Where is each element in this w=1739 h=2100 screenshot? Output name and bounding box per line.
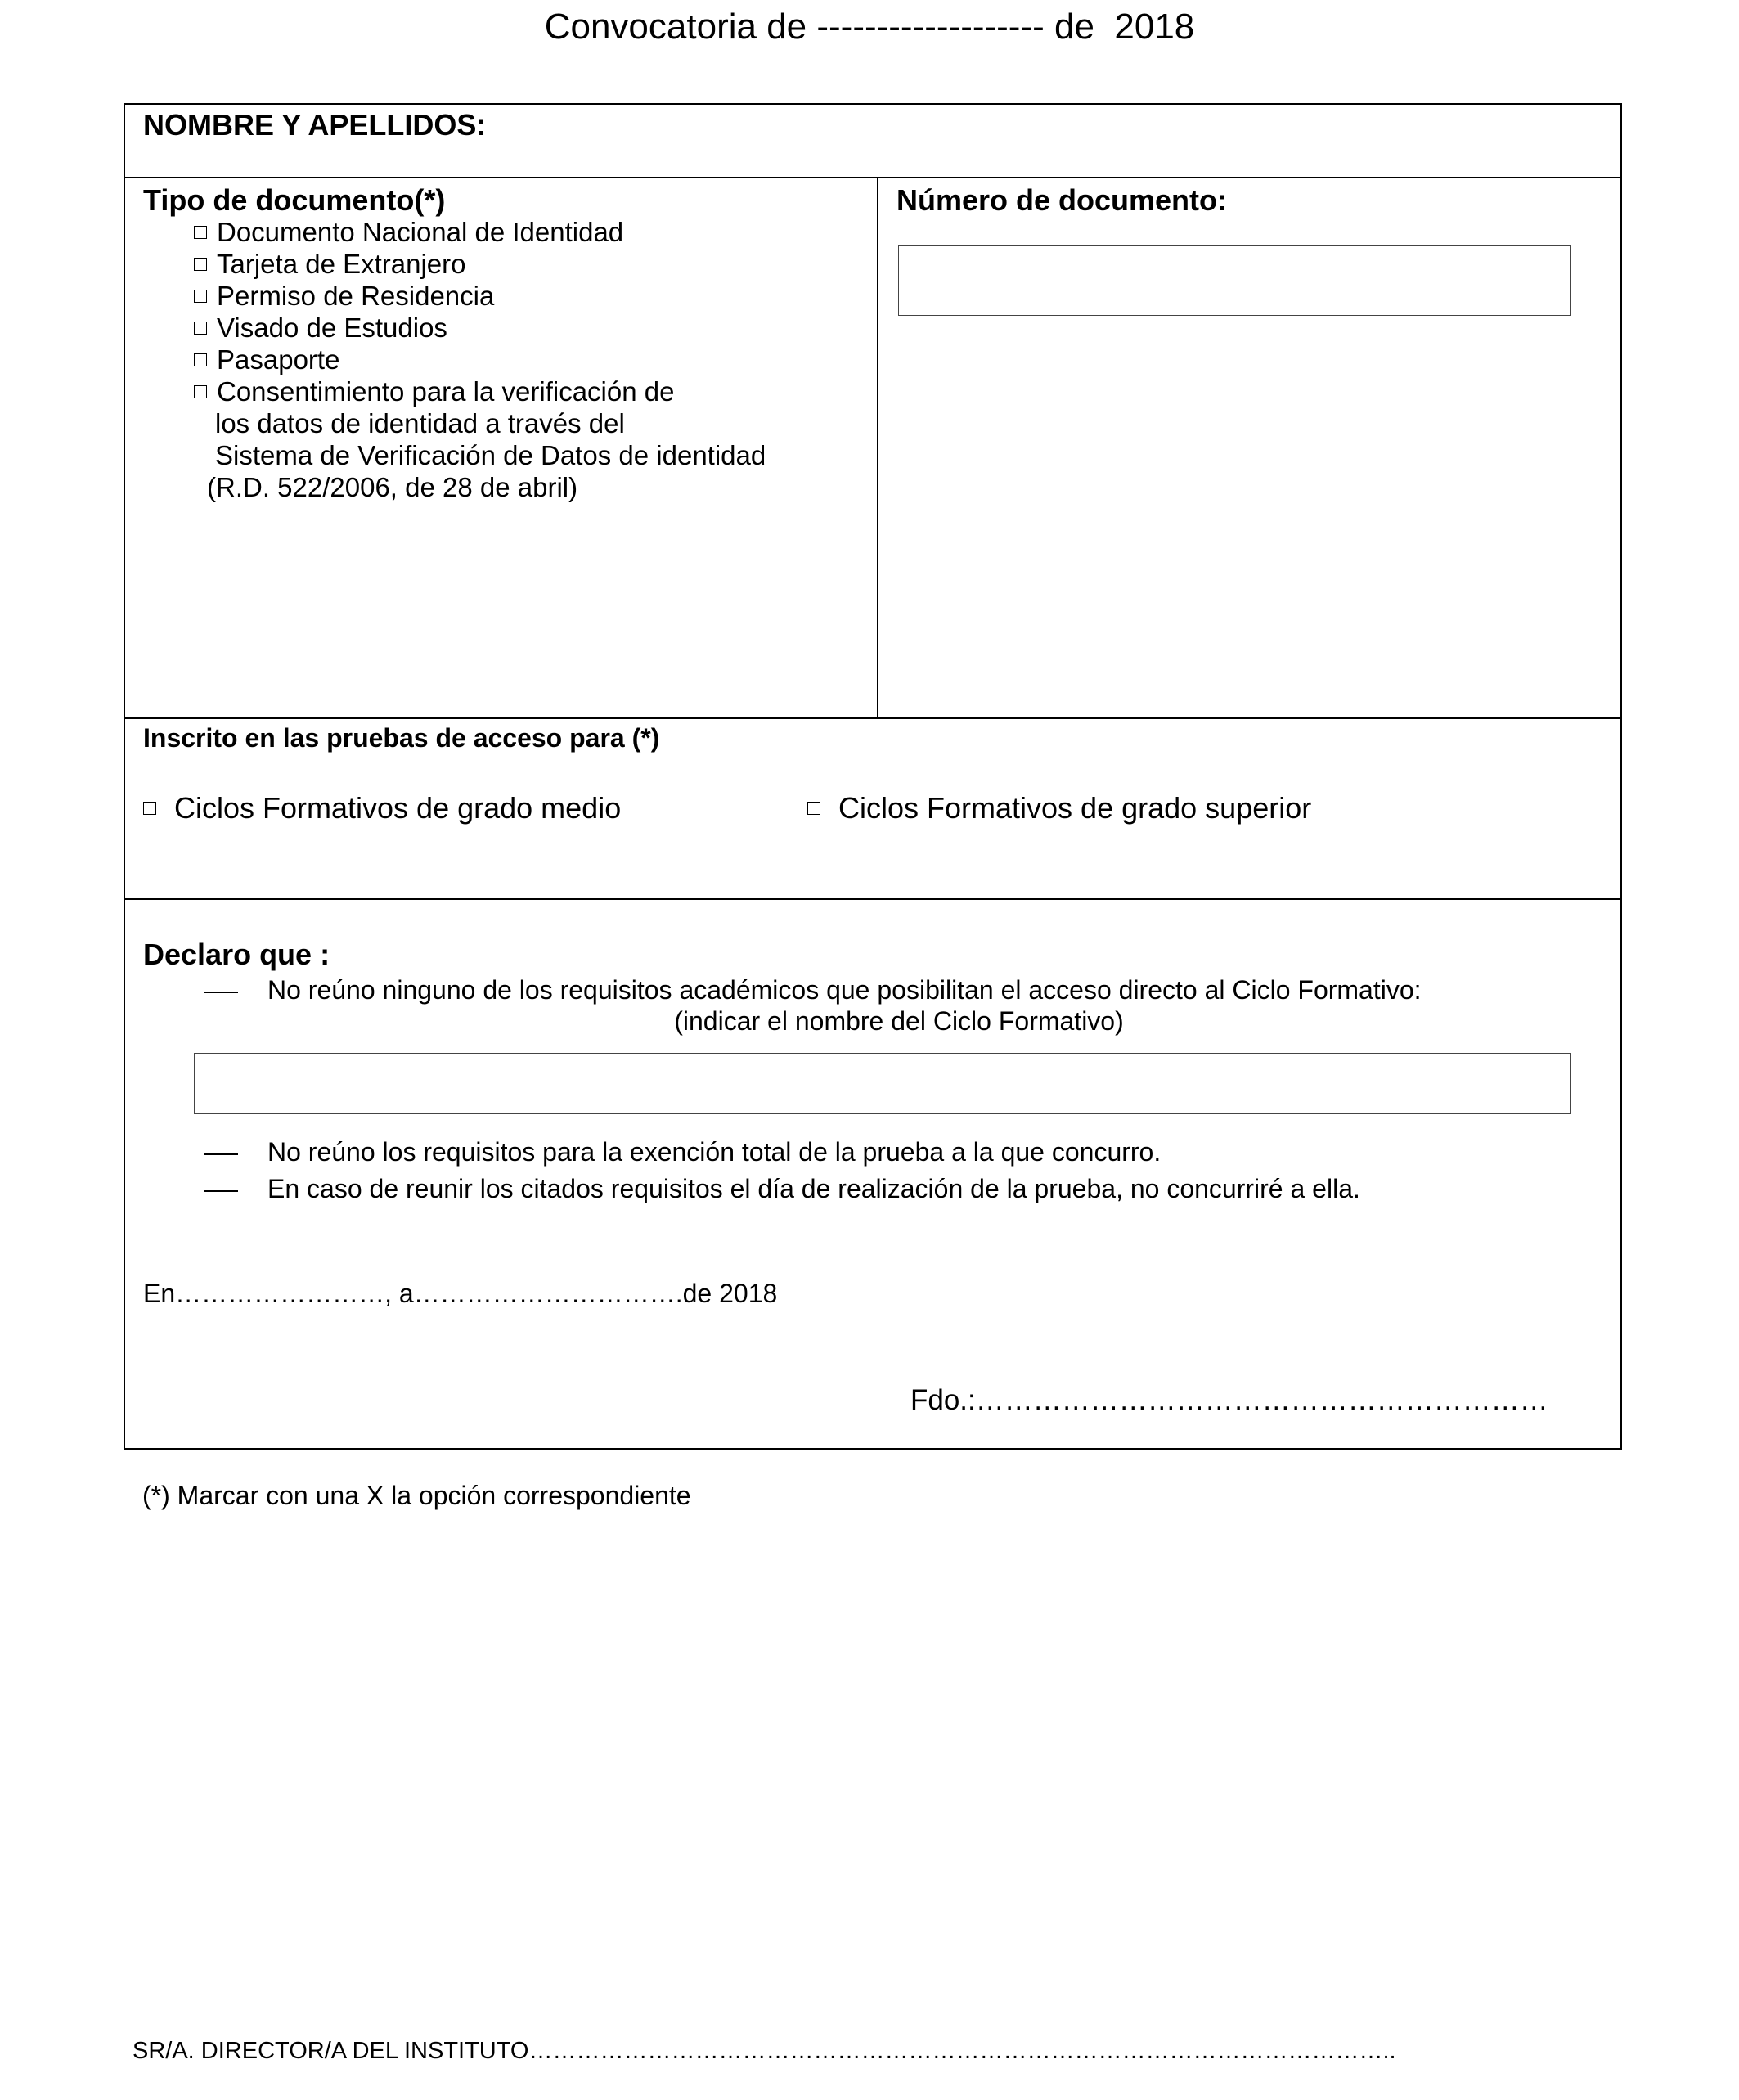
ciclo-hint: (indicar el nombre del Ciclo Formativo) — [674, 1006, 1124, 1036]
option-permiso-residencia[interactable]: Permiso de Residencia — [194, 280, 766, 312]
declaro-item-2: No reúno los requisitos para la exención total de la prueba a la que concurro. — [204, 1137, 1161, 1167]
footnote: (*) Marcar con una X la opción correspondiente — [142, 1481, 691, 1510]
tipo-documento-label: Tipo de documento(*) — [143, 183, 446, 217]
checkbox-icon[interactable] — [194, 290, 207, 303]
option-tarjeta-extranjero[interactable]: Tarjeta de Extranjero — [194, 248, 766, 280]
checkbox-icon[interactable] — [194, 226, 207, 239]
numero-documento-input[interactable] — [898, 245, 1571, 316]
option-pasaporte[interactable]: Pasaporte — [194, 344, 766, 375]
option-consentimiento[interactable]: Consentimiento para la verificación de — [194, 375, 766, 407]
nombre-label: NOMBRE Y APELLIDOS: — [143, 108, 487, 142]
option-grado-medio[interactable]: Ciclos Formativos de grado medio — [143, 791, 621, 825]
checkbox-icon[interactable] — [194, 322, 207, 335]
declaro-item-3: En caso de reunir los citados requisitos el día de realización de la prueba, no concurriré a ella. — [204, 1174, 1360, 1204]
dash-icon — [204, 992, 238, 993]
divider — [125, 717, 1620, 719]
checkbox-icon[interactable] — [194, 353, 207, 366]
inscrito-label: Inscrito en las pruebas de acceso para (*) — [143, 723, 660, 753]
numero-documento-label: Número de documento: — [896, 183, 1228, 217]
declaro-label: Declaro que : — [143, 938, 330, 971]
application-form — [124, 103, 1622, 1450]
page-title: Convocatoria de ------------------- de 2018 — [544, 7, 1195, 47]
checkbox-icon[interactable] — [143, 802, 156, 815]
ciclo-formativo-input[interactable] — [194, 1053, 1571, 1114]
divider — [877, 177, 878, 717]
consent-text-line: (R.D. 522/2006, de 28 de abril) — [207, 472, 578, 502]
checkbox-icon[interactable] — [194, 258, 207, 271]
firma-line[interactable]: Fdo.:…………………………………………………… — [910, 1384, 1548, 1416]
tipo-documento-options — [194, 216, 766, 503]
consent-text-line: Sistema de Verificación de Datos de identidad — [215, 440, 766, 470]
fecha-line[interactable]: En……………………, a………………………….de 2018 — [143, 1279, 778, 1308]
option-visado-estudios[interactable]: Visado de Estudios — [194, 312, 766, 344]
divider — [125, 898, 1620, 900]
dash-icon — [204, 1190, 238, 1192]
divider — [125, 177, 1620, 178]
dash-icon — [204, 1153, 238, 1155]
nombre-field[interactable] — [649, 110, 1606, 169]
consent-text-line: los datos de identidad a través del — [215, 408, 625, 438]
option-dni[interactable]: Documento Nacional de Identidad — [194, 216, 766, 248]
option-grado-superior[interactable]: Ciclos Formativos de grado superior — [807, 791, 1311, 825]
director-line: SR/A. DIRECTOR/A DEL INSTITUTO……………………………………………………………………………………………….. — [133, 2038, 1396, 2064]
checkbox-icon[interactable] — [807, 802, 820, 815]
declaro-item-1: No reúno ninguno de los requisitos académicos que posibilitan el acceso directo al Ciclo Formativo: — [204, 975, 1422, 1005]
checkbox-icon[interactable] — [194, 385, 207, 398]
